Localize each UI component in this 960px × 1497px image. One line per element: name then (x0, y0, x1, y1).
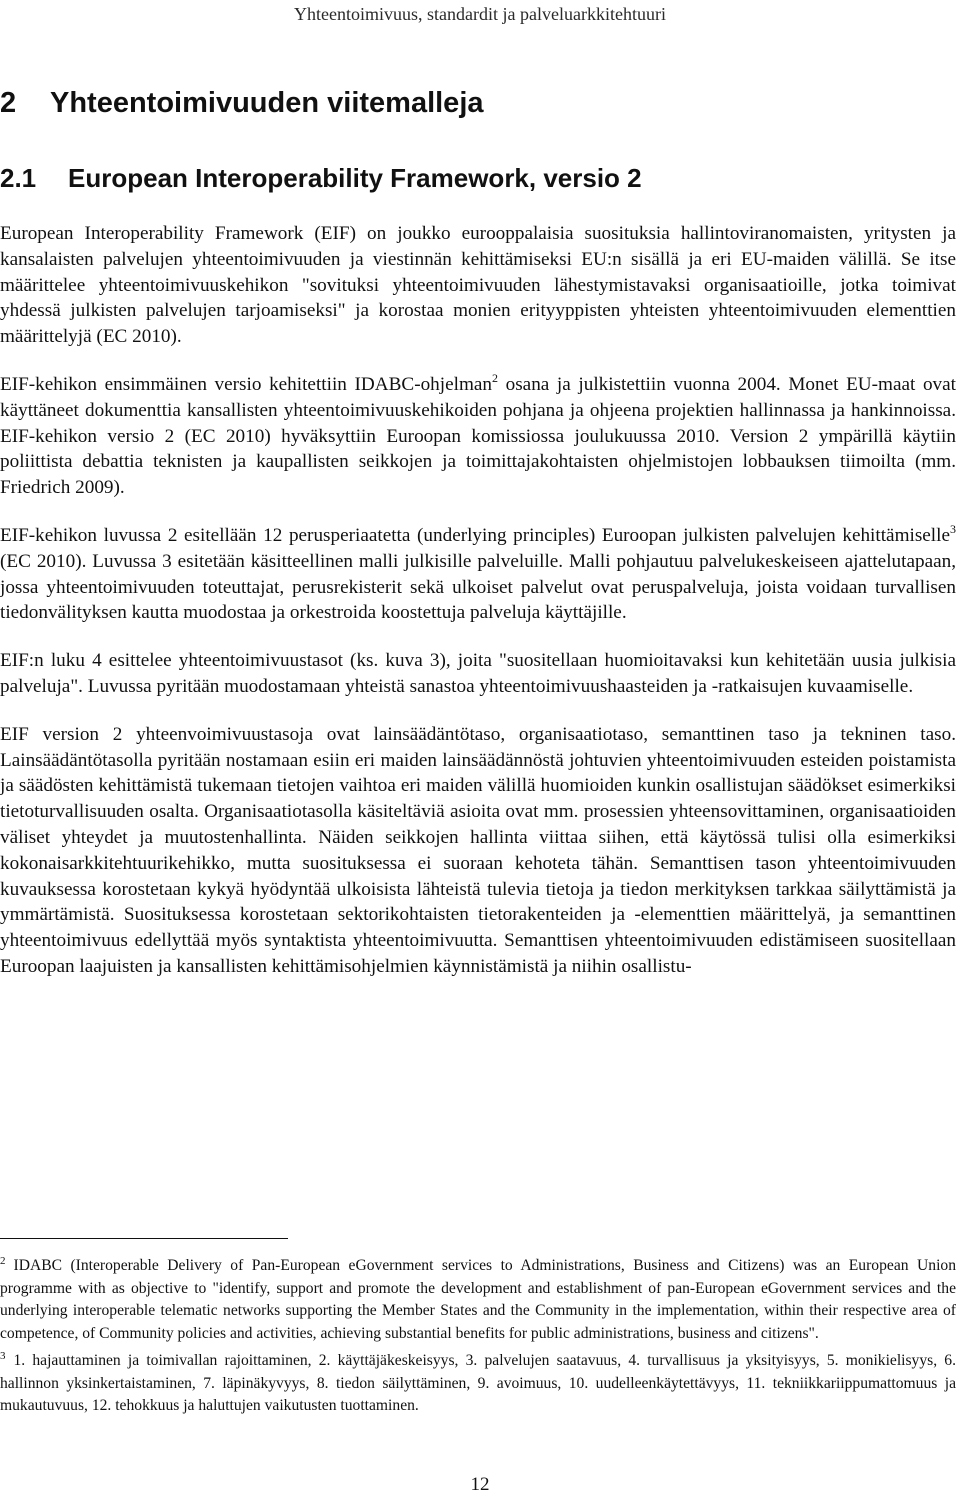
footnote-text: 1. hajauttaminen ja toimivallan rajoittaminen, 2. käyttäjäkeskeisyys, 3. palvelujen saatavuus, 4. turvallisuus ja yksityisyys, 5. monikielisyys, 6. hallinnon yksinkertaistaminen, 7. läpinäkyvyys, 8. tiedon säilyttäminen, 9. avoimuus, 10. uudelleenkäytettävyys, 11. tekniikkariippumattomuus ja mukautuvuus, 12. tehokkuus ja haluttujen vaikutusten tuottaminen. (0, 1352, 956, 1414)
footnote-2 (0, 1250, 956, 1345)
section-heading (0, 163, 960, 194)
footnote-text: IDABC (Interoperable Delivery of Pan-European eGovernment services to Administrations, Business and Citizens) was an European Union programme with as objective to "identify, support and promote the development and establishment of pan-European eGovernment services and the underlying interoperable telematic networks supporting the Member States and the Community in the implementation, within their respective area of competence, of Community policies and activities, achieving substantial benefits for public administrations, business and citizens". (0, 1257, 956, 1342)
paragraph-eif-history (0, 372, 956, 501)
chapter-title: Yhteentoimivuuden viitemalleja (50, 87, 484, 119)
section-number: 2.1 (0, 163, 37, 193)
running-header: Yhteentoimivuus, standardit ja palveluarkkitehtuuri (294, 4, 666, 24)
paragraph-text: EIF-kehikon ensimmäinen versio kehitettiin IDABC-ohjelman (0, 373, 492, 395)
footnote-ref-3[interactable]: 3 (950, 521, 956, 536)
paragraph-text: EIF-kehikon luvussa 2 esitellään 12 perusperiaatetta (underlying principles) Euroopan julkisten palvelujen kehittämiselle (0, 524, 950, 546)
footnotes (0, 1250, 956, 1418)
footnote-3 (0, 1345, 956, 1418)
footnote-mark: 3 (0, 1350, 6, 1362)
chapter-heading (0, 87, 960, 120)
paragraph-text: osana ja julkistettiin vuonna 2004. Monet EU-maat ovat käyttäneet dokumenttia kansallisten yhteentoimivuuskehikoiden pohjana ja ohjeena projektien hallinnassa ja hankinnoissa. EIF-kehikon versio 2 (EC 2010) hyväksyttiin Euroopan komissiossa joulukuussa 2010. Version 2 ympärillä käytiin poliittista debattia teknisten ja kaupallisten seikkojen ja toimittajakohtaisten ohjelmistojen lobbauksen tiimoilta (mm. Friedrich 2009). (0, 373, 956, 499)
paragraph-eif-principles (0, 523, 956, 626)
paragraph-eif-level-details: EIF version 2 yhteenvoimivuustasoja ovat lainsäädäntötaso, organisaatiotaso, semanttinen taso ja tekninen taso. Lainsäädäntötasolla pyritään nostamaan esiin eri maiden lainsäädännöstä johtuvien yhteentoimivuuden esteiden poistamista ja säädösten kehittämistä tukemaan tietojen vaihtoa eri maiden välillä huomioiden kunkin osallistujan säädökset esimerkiksi tietoturvallisuuden osalta. Organisaatiotasolla käsiteltäviä asioita ovat mm. prosessien yhteensovittaminen, organisaatioiden väliset yhteydet ja muutostenhallinta. Näiden seikkojen hallinta viittaa siihen, että käytössä tulisi olla esimerkiksi kokonaisarkkitehtuurikehikko, mutta suosituksessa ei suoraan kehoteta tähän. Semanttisen tason yhteentoimivuuden kuvauksessa korostetaan kykyä hyödyntää ulkoisista lähteistä tulevia tietoja ja tiedon merkityksen tarkkaa säilyttämistä ja ymmärtämistä. Suosituksessa korostetaan sektorikohtaisten tietorakenteiden ja -elementtien määrittelyä, ja semanttinen yhteentoimivuus edellyttää myös syntaktista yhteentoimivuutta. Semanttisen yhteentoimivuuden edistämiseen suositellaan Euroopan laajuisten ja kansallisten kehittämisohjelmien käynnistämistä ja niihin osallistu- (0, 723, 956, 977)
footnote-ref-2[interactable]: 2 (491, 370, 498, 385)
chapter-number: 2 (0, 87, 17, 119)
paragraph-eif-intro: European Interoperability Framework (EIF) on joukko eurooppalaisia suosituksia hallintoviranomaisten, yritysten ja kansalaisten palvelujen yhteentoimivuuden ja viestinnän kehittämiseksi EU:n sisällä ja eri EU-maiden välillä. Se itse määrittelee yhteentoimivuuskehikon "sovituksi yhteentoimivuuden lähestymistavaksi organisaatioille, jotka toimivat yhdessä julkisten palvelujen tarjoamiseksi" ja korostaa monien erityyppisten yhteisten yhteentoimivuuden elementtien määrittelyjä (EC 2010). (0, 223, 956, 348)
paragraph-eif-levels: EIF:n luku 4 esittelee yhteentoimivuustasot (ks. kuva 3), joita "suositellaan huomioitavaksi kun kehitetään uusia julkisia palveluja". Luvussa pyritään muodostamaan yhteistä sanastoa yhteentoimivuushaasteiden ja -ratkaisujen kuvaamiselle. (0, 650, 956, 697)
footnote-separator (0, 1238, 288, 1239)
section-title: European Interoperability Framework, versio 2 (68, 163, 642, 193)
footnote-mark: 2 (0, 1255, 6, 1267)
body-text (0, 221, 956, 1002)
paragraph-text: (EC 2010). Luvussa 3 esitetään käsitteellinen malli julkisille palveluille. Malli pohjautuu palvelukeskeiseen ajattelutapaan, jossa yhteentoimivuuden toteuttajat, perusrekisterit sekä ulkoiset palvelut ovat peruspalveluja, joista voidaan turvallisen tiedonvälityksen kautta muodostaa ja orkestroida koostettuja palveluja käyttäjille. (0, 550, 956, 624)
page-number: 12 (470, 1474, 490, 1495)
